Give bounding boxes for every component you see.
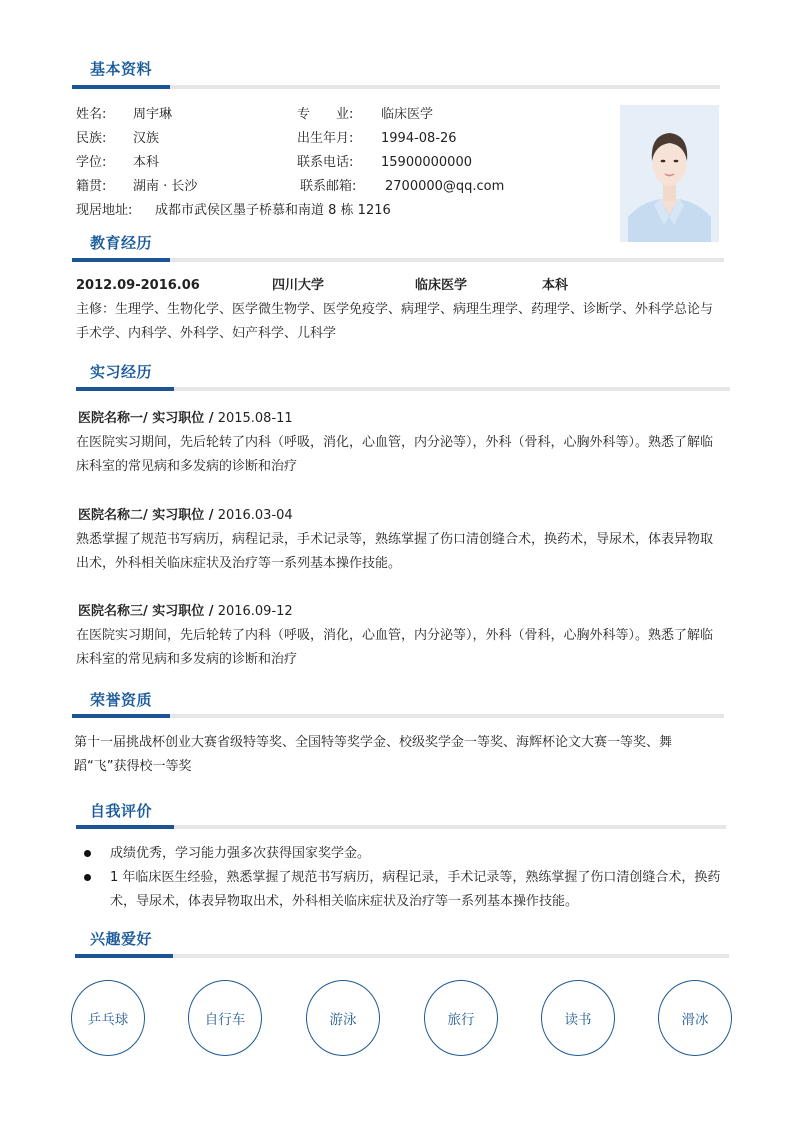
section-divider [72,258,724,262]
degree-label: 学位: [76,155,107,170]
section-divider [76,387,730,391]
phone-value: 15900000000 [381,155,472,170]
internship-1-title: 医院名称一/ 实习职位 / [78,411,214,426]
section-divider-accent [76,387,174,391]
major-label: 专 业: [297,107,354,122]
internship-2-desc: 熟悉掌握了规范书写病历，病程记录，手术记录等，熟练掌握了伤口清创缝合术，换药术，导尿术，体表异物取出术，外科相关临床症状及治疗等一系列基本操作技能。 [76,532,714,571]
major-value: 临床医学 [381,107,434,122]
section-title-education: 教育经历 [90,234,153,252]
degree-value: 本科 [133,155,160,170]
name-value: 周宇琳 [133,107,173,122]
ethnicity-label: 民族: [76,131,107,146]
section-title-internship: 实习经历 [90,363,153,381]
birth-value: 1994-08-26 [381,131,457,146]
edu-school: 四川大学 [272,278,325,293]
internship-1-header [78,407,293,431]
portrait-image [620,105,719,242]
internship-3-header [78,600,293,624]
edu-period: 2012.09-2016.06 [76,278,200,293]
section-divider-accent [72,258,170,262]
internship-1-date: 2015.08-11 [213,411,293,426]
profile-photo [620,105,719,242]
hometown-value: 湖南 · 长沙 [133,179,198,194]
ethnicity-value: 汉族 [133,131,160,146]
internship-1-desc: 在医院实习期间，先后轮转了内科（呼吸，消化，心血管，内分泌等），外科（骨科，心胸外科等）。熟悉了解临床科室的常见病和多发病的诊断和治疗 [76,435,714,474]
section-divider [72,714,724,718]
section-divider-accent [72,85,170,89]
hobby-cycling: 自行车 [188,980,262,1056]
section-divider-accent [72,714,170,718]
internship-3-desc: 在医院实习期间，先后轮转了内科（呼吸，消化，心血管，内分泌等），外科（骨科，心胸外科等）。熟悉了解临床科室的常见病和多发病的诊断和治疗 [76,628,714,667]
internship-2-header [78,504,293,528]
edu-major: 临床医学 [415,278,468,293]
bullet-icon [84,874,91,881]
hobby-pingpong: 乒乓球 [71,980,145,1056]
email-label: 联系邮箱: [300,179,357,194]
birth-label: 出生年月: [297,131,354,146]
self-eval-item-1: 成绩优秀，学习能力强多次获得国家奖学金。 [110,846,371,861]
email-value: 2700000@qq.com [385,179,505,194]
internship-2-title: 医院名称二/ 实习职位 / [78,508,214,523]
hobby-skating: 滑冰 [658,980,732,1056]
self-eval-item-2: 1 年临床医生经验，熟悉掌握了规范书写病历，病程记录，手术记录等，熟练掌握了伤口清创缝合术，换药术，导尿术，体表异物取出术，外科相关临床症状及治疗等一系列基本操作技能。 [110,870,721,909]
section-divider-accent [75,954,173,958]
honors-text: 第十一届挑战杯创业大赛省级特等奖、全国特等奖学金、校级奖学金一等奖、海辉杯论文大赛一等奖、舞蹈“飞”获得校一等奖 [74,735,673,774]
address-label: 现居地址: [76,203,133,218]
section-title-self-eval: 自我评价 [90,802,153,820]
hobby-swimming: 游泳 [306,980,380,1056]
section-title-honors: 荣誉资质 [90,691,153,709]
internship-3-date: 2016.09-12 [213,604,293,619]
internship-3-title: 医院名称三/ 实习职位 / [78,604,214,619]
internship-2-date: 2016.03-04 [213,508,293,523]
section-divider-accent [76,825,174,829]
name-label: 姓名: [76,107,107,122]
edu-courses: 主修：生理学、生物化学、医学微生物学、医学免疫学、病理学、病理生理学、药理学、诊断学、外科学总论与手术学、内科学、外科学、妇产科学、儿科学 [76,302,714,341]
edu-degree: 本科 [542,278,569,293]
section-divider [72,85,720,89]
bullet-icon [84,850,91,857]
hobby-travel: 旅行 [424,980,498,1056]
address-value: 成都市武侯区墨子桥慕和南道 8 栋 1216 [155,203,391,218]
hometown-label: 籍贯: [76,179,107,194]
section-title-basic: 基本资料 [90,60,153,78]
hobby-reading: 读书 [541,980,615,1056]
section-divider [76,825,726,829]
section-divider [75,954,729,958]
phone-label: 联系电话: [297,155,354,170]
section-title-hobbies: 兴趣爱好 [90,930,153,948]
